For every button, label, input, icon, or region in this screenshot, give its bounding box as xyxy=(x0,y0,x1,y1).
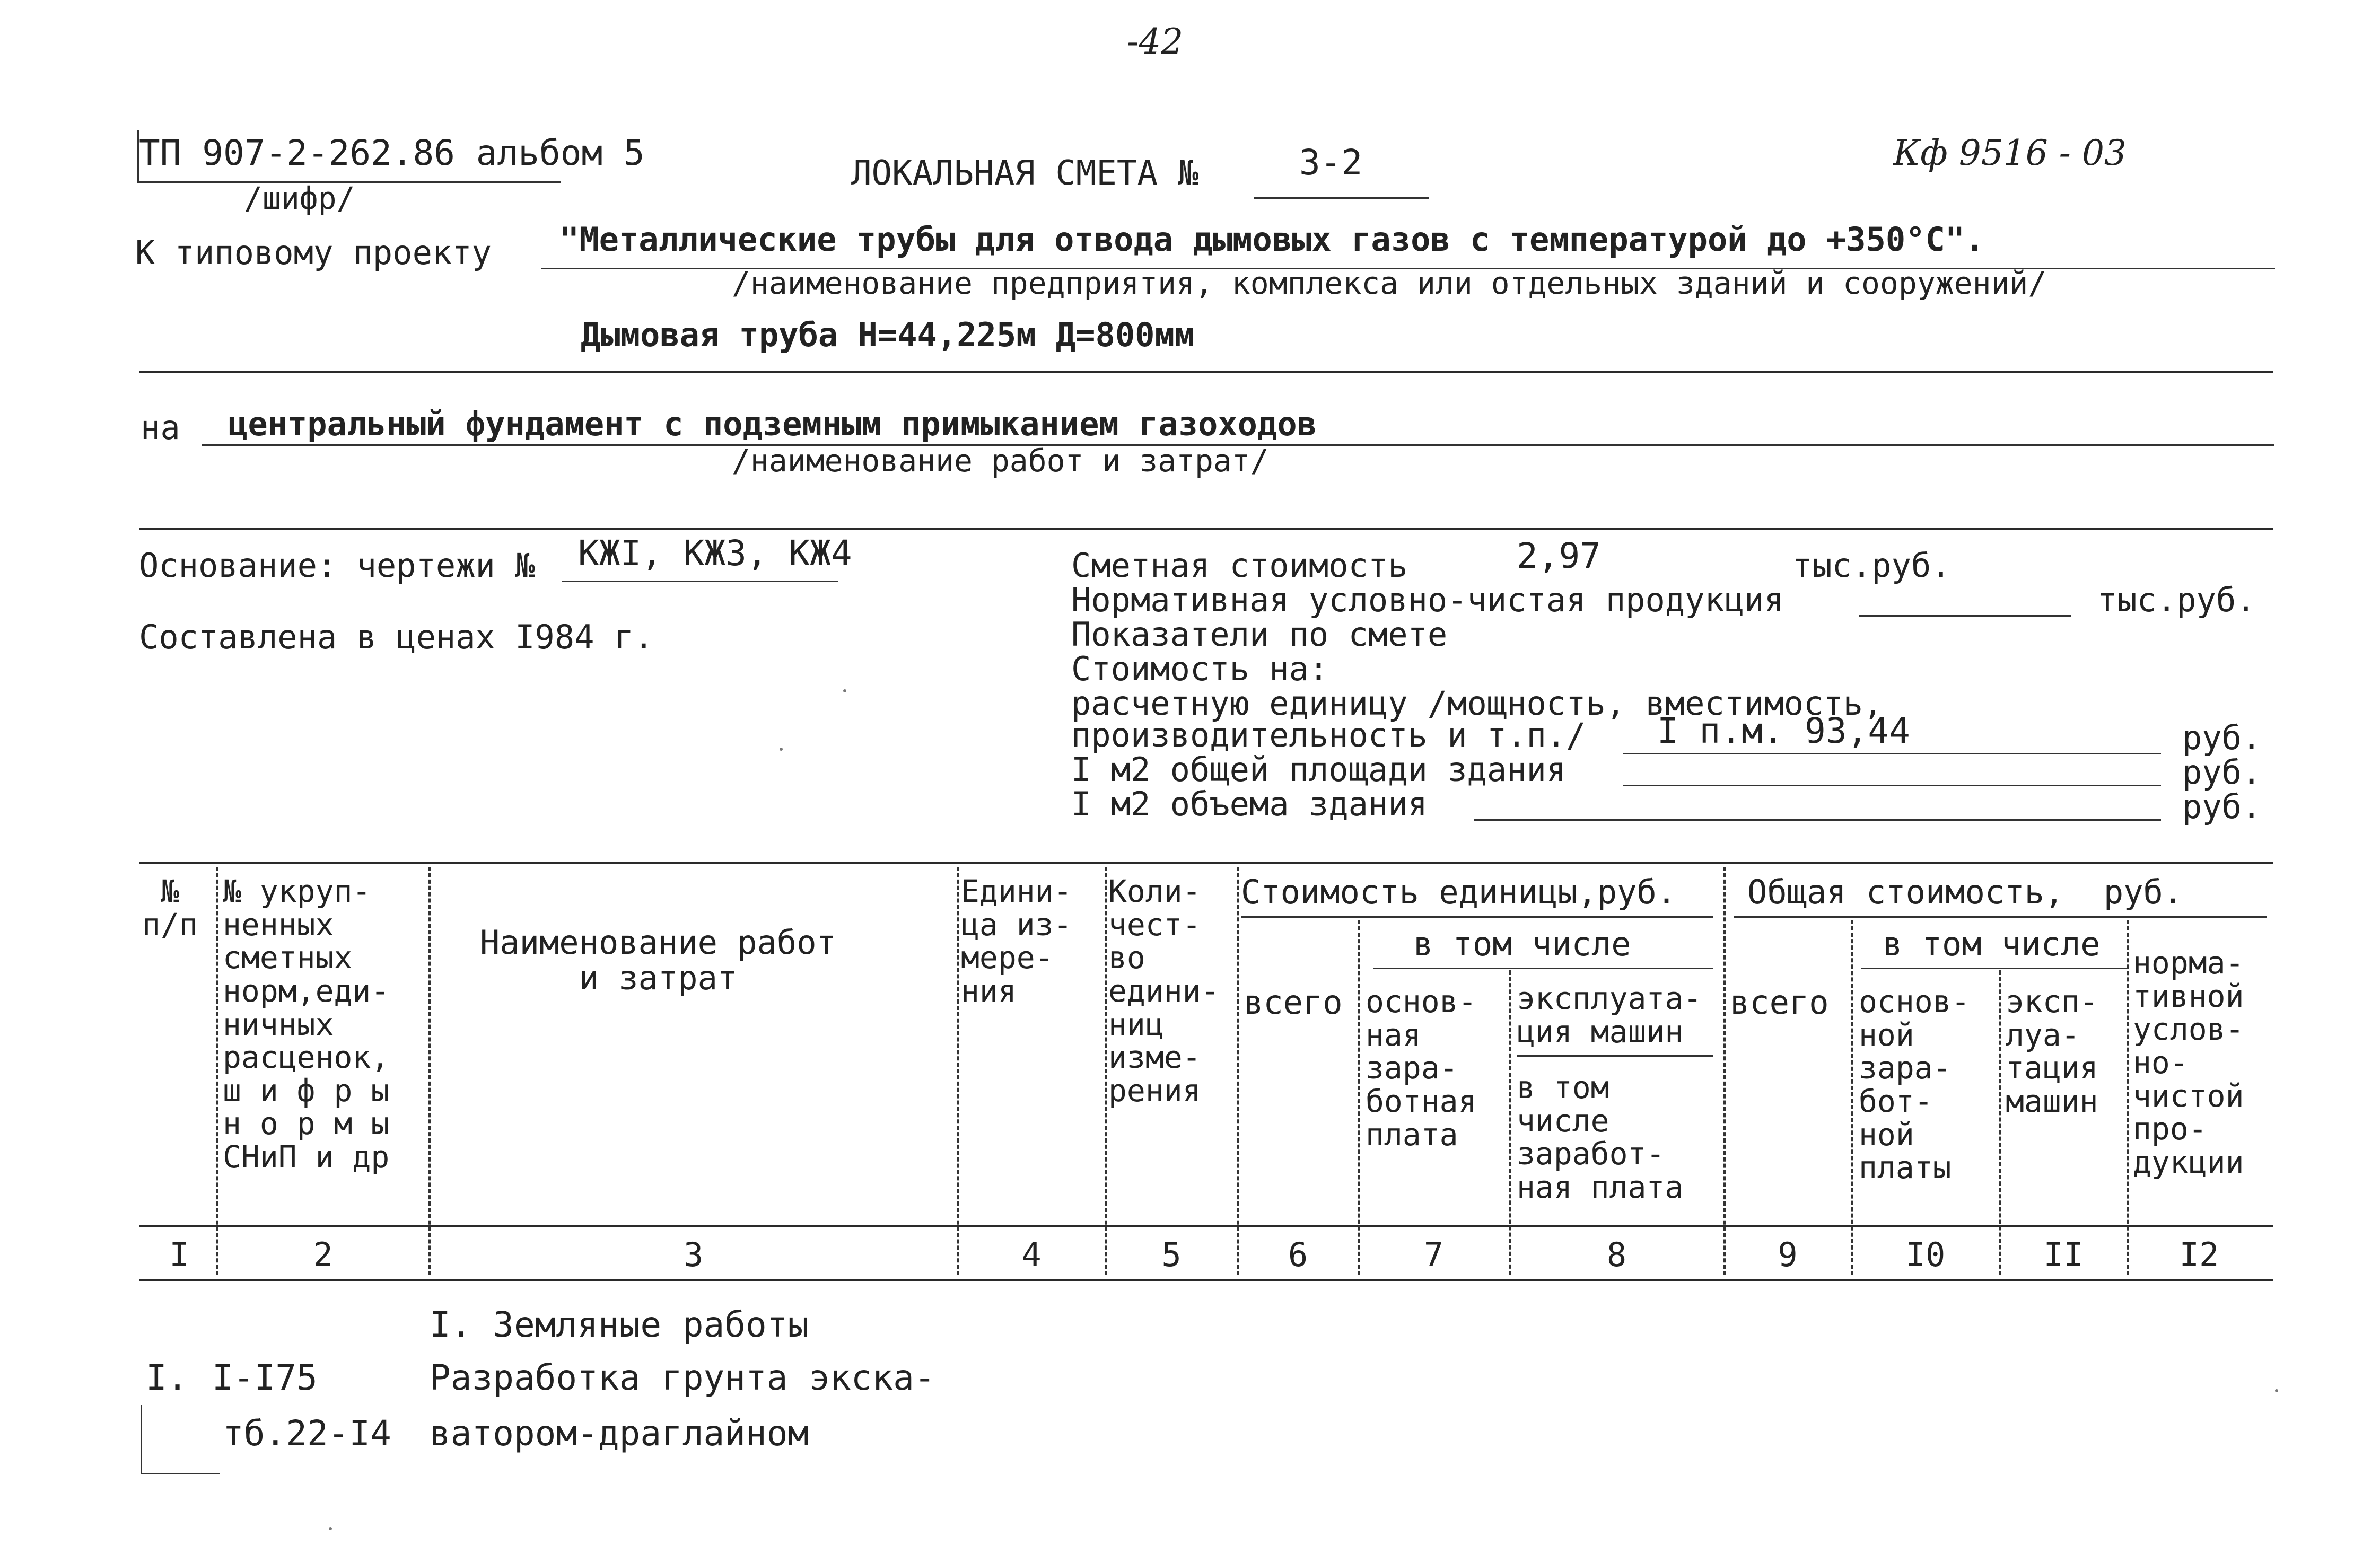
col-number-7: 7 xyxy=(1423,1235,1444,1274)
header-col-4: Едини- ца из- мере- ния xyxy=(961,873,1072,1009)
col-divider-3 xyxy=(957,867,959,1275)
col-divider-2 xyxy=(428,867,431,1275)
estimated-cost-unit: тыс.руб. xyxy=(1792,546,1951,585)
page-number: -42 xyxy=(1127,21,1184,62)
divider-2 xyxy=(139,528,2273,530)
indicators-label: Показатели по смете xyxy=(1071,615,1448,654)
unit-value: I п.м. 93,44 xyxy=(1657,710,1910,751)
header-col-7: основ- ная зара- ботная плата xyxy=(1366,984,1477,1153)
project-prefix: К типовому проекту xyxy=(135,233,492,272)
scan-speck xyxy=(2275,1389,2278,1392)
row-margin-bottom xyxy=(141,1473,220,1474)
scan-speck xyxy=(780,748,783,751)
area-rub: руб. xyxy=(2182,753,2262,792)
col-number-3: 3 xyxy=(683,1235,704,1274)
row-margin-line xyxy=(141,1405,142,1474)
row-code-2: тб.22-I4 xyxy=(223,1413,391,1454)
unit-underline xyxy=(1623,753,2161,754)
cipher-text: ТП 907-2-262.86 альбом 5 xyxy=(139,133,645,173)
col-number-5: 5 xyxy=(1161,1235,1182,1274)
col-divider-11 xyxy=(2127,920,2129,1275)
document-code: Кф 9516 - 03 xyxy=(1893,133,2127,173)
numbers-bottom-border xyxy=(139,1279,2273,1281)
project-name: "Металлические трубы для отвода дымовых газов с температурой до +350°С". xyxy=(559,220,1985,259)
header-col-3: Наименование работ и затрат xyxy=(480,923,836,997)
col-divider-9 xyxy=(1851,920,1853,1275)
cost-on-label: Стоимость на: xyxy=(1071,649,1329,688)
col-divider-7 xyxy=(1509,970,1511,1275)
section-title: I. Земляные работы xyxy=(430,1304,809,1345)
divider-1 xyxy=(139,371,2273,373)
col-divider-10 xyxy=(1999,970,2001,1275)
unit-line-1: расчетную единицу /мощность, вместимость, xyxy=(1071,684,1883,723)
area-label: I м2 общей площади здания xyxy=(1071,750,1567,789)
machines-underline xyxy=(1517,1055,1713,1057)
header-col-9: всего xyxy=(1730,983,1829,1022)
header-bottom-border xyxy=(139,1225,2273,1227)
estimate-number-underline xyxy=(1254,197,1429,199)
cipher-caption: /шифр/ xyxy=(244,180,355,216)
unit-cost-underline xyxy=(1241,916,1713,918)
col-number-12: I2 xyxy=(2179,1235,2219,1274)
header-col-8a: эксплуата- ция машин xyxy=(1517,980,1702,1050)
col-divider-4 xyxy=(1105,867,1107,1275)
project-caption: /наименование предприятия, комплекса или отдельных зданий и сооружений/ xyxy=(732,265,2047,301)
normative-unit: тыс.руб. xyxy=(2097,581,2256,619)
header-col-8b: в том числе заработ- ная плата xyxy=(1517,1069,1684,1205)
basis-prices: Составлена в ценах I984 г. xyxy=(139,618,654,656)
incl1-underline xyxy=(1373,968,1713,969)
col-number-6: 6 xyxy=(1288,1235,1308,1274)
works-prefix: на xyxy=(141,408,180,447)
total-cost-underline xyxy=(1734,916,2267,918)
col-number-10: I0 xyxy=(1905,1235,1946,1274)
header-col-6: всего xyxy=(1244,983,1343,1022)
col-number-11: II xyxy=(2043,1235,2084,1274)
estimated-cost-label: Сметная стоимость xyxy=(1071,546,1408,585)
incl2-underline xyxy=(1861,968,2129,969)
works-caption: /наименование работ и затрат/ xyxy=(732,443,1269,479)
row-name-1: Разработка грунта экска- xyxy=(430,1357,935,1398)
estimate-number: 3-2 xyxy=(1299,142,1363,183)
col-number-9: 9 xyxy=(1778,1235,1798,1274)
basis-drawings: КЖI, КЖ3, КЖ4 xyxy=(578,533,852,574)
area-underline xyxy=(1623,785,2161,786)
col-number-2: 2 xyxy=(313,1235,333,1274)
works-name: центральный фундамент с подземным примыканием газоходов xyxy=(228,405,1317,443)
unit-rub: руб. xyxy=(2182,718,2262,757)
header-col-1: № п/п xyxy=(142,873,198,943)
basis-label: Основание: чертежи № xyxy=(139,546,535,585)
header-col-2: № укруп- ненных сметных норм,еди- ничных расценок, ш и ф р ы н о р м ы СНиП и др xyxy=(223,873,390,1175)
project-object: Дымовая труба Н=44,225м Д=800мм xyxy=(581,315,1195,354)
col-divider-8 xyxy=(1723,867,1726,1275)
row-number: I. xyxy=(146,1357,188,1398)
row-code-1: I-I75 xyxy=(212,1357,318,1398)
volume-label: I м2 объема здания xyxy=(1071,785,1428,823)
unit-cost-header: Стоимость единицы,руб. xyxy=(1241,873,1677,911)
header-col-12: норма- тивной услов- но- чистой про- дукции xyxy=(2133,945,2244,1180)
col-number-1: I xyxy=(169,1235,189,1274)
col-divider-1 xyxy=(216,867,218,1275)
normative-blank xyxy=(1859,615,2071,617)
table-top-border xyxy=(139,862,2273,864)
col-number-4: 4 xyxy=(1021,1235,1042,1274)
normative-label: Нормативная условно-чистая продукция xyxy=(1071,581,1784,619)
basis-underline xyxy=(562,581,838,582)
estimated-cost-value: 2,97 xyxy=(1517,536,1601,576)
estimate-title: ЛОКАЛЬНАЯ СМЕТА № xyxy=(851,154,1199,193)
col-divider-5 xyxy=(1237,867,1239,1275)
col-number-8: 8 xyxy=(1606,1235,1627,1274)
row-name-2: ватором-драглайном xyxy=(430,1413,809,1454)
col-divider-6 xyxy=(1358,920,1360,1275)
header-col-5: Коли- чест- во едини- ниц изме- рения xyxy=(1108,873,1220,1109)
cipher-border xyxy=(137,130,139,183)
scan-speck xyxy=(329,1527,332,1530)
header-col-10: основ- ной зара- бот- ной платы xyxy=(1859,984,1970,1186)
header-col-11: эксп- луа- тация машин xyxy=(2006,984,2098,1119)
incl1-header: в том числе xyxy=(1413,925,1631,963)
total-cost-header: Общая стоимость, руб. xyxy=(1747,873,2183,911)
unit-line-2: производительность и т.п./ xyxy=(1071,716,1586,754)
volume-underline xyxy=(1474,819,2161,821)
volume-rub: руб. xyxy=(2182,787,2262,826)
scan-speck xyxy=(843,689,846,692)
incl2-header: в том числе xyxy=(1883,925,2101,963)
